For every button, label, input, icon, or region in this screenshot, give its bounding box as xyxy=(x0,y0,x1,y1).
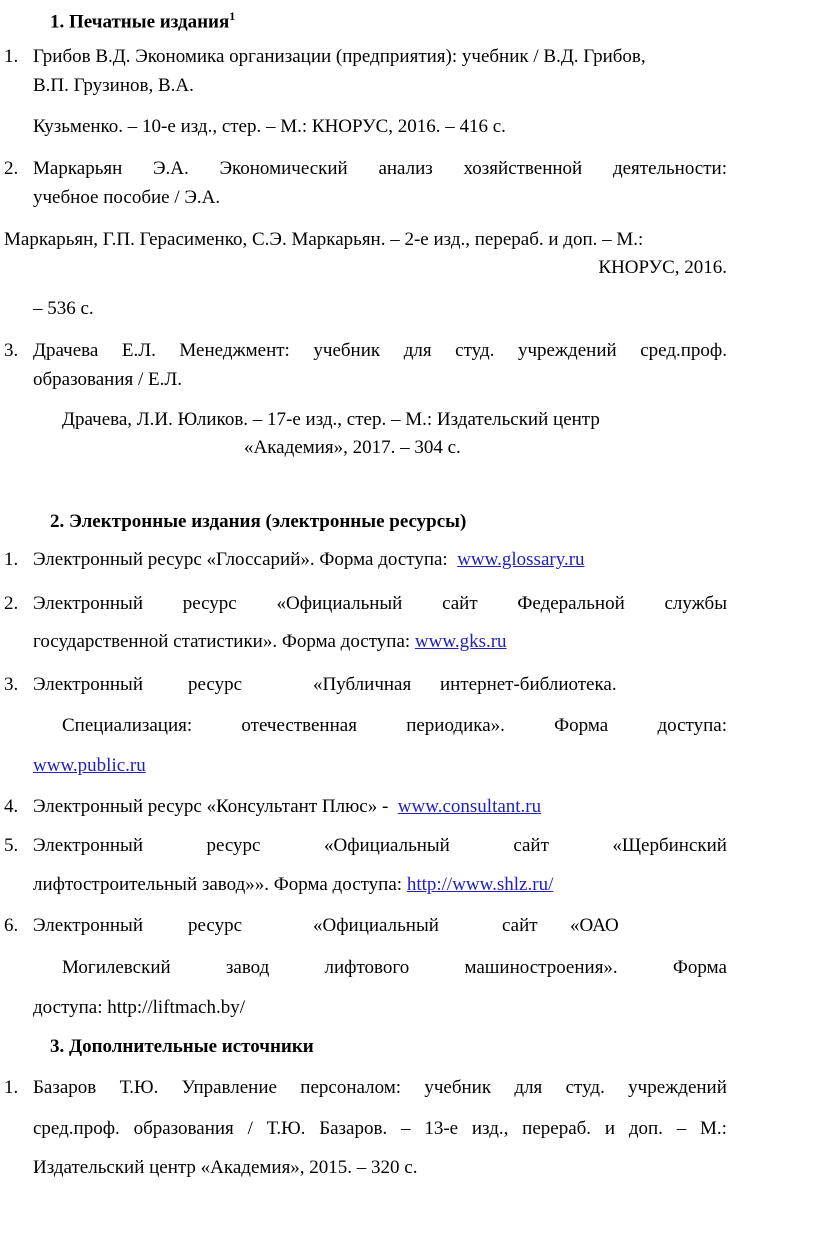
resource-text: лифтостроительный завод»». Форма доступа: xyxy=(33,874,403,895)
word: для xyxy=(514,1077,543,1098)
word: Т.Ю. xyxy=(119,1077,159,1098)
word: Могилевский xyxy=(62,957,171,978)
reference-line: образования / Е.Л. xyxy=(33,369,182,390)
reference-line: Издательский центр «Академия», 2015. – 320 с. xyxy=(33,1157,418,1178)
resource-line-justified xyxy=(33,834,727,858)
reference-line: Маркарьян, Г.П. Герасименко, С.Э. Маркарьян. – 2-е изд., перераб. и доп. – М.: xyxy=(4,229,644,250)
word: Менеджмент: xyxy=(179,340,290,361)
word: Федеральной xyxy=(517,593,625,614)
word: для xyxy=(403,340,432,361)
word: сайт xyxy=(513,835,549,856)
footnote-mark: 1 xyxy=(229,9,236,23)
word: доп. xyxy=(628,1118,663,1139)
word: Базаров. xyxy=(319,1118,388,1139)
item-number: 3. xyxy=(4,340,19,361)
word: Т.Ю. xyxy=(266,1118,306,1139)
word: Специализация: xyxy=(62,715,193,736)
word: «Щербинский xyxy=(612,835,727,856)
reference-line: Грибов В.Д. Экономика организации (предприятия): учебник / В.Д. Грибов, xyxy=(33,46,646,67)
item-number: 6. xyxy=(4,915,19,936)
resource-line xyxy=(33,754,146,778)
word: 13-е xyxy=(424,1118,459,1139)
item-number: 2. xyxy=(4,593,19,614)
word: Управление xyxy=(181,1077,277,1098)
word: сред.проф. xyxy=(640,340,727,361)
word: Экономический xyxy=(219,158,348,179)
reference-line-justified xyxy=(33,1076,727,1100)
word: ресурс xyxy=(182,593,237,614)
reference-line: Кузьменко. – 10-е изд., стер. – М.: КНОРУС, 2016. – 416 с. xyxy=(33,116,506,137)
word: доступа: xyxy=(657,715,727,736)
resource-link[interactable]: www.public.ru xyxy=(33,755,146,776)
word: / xyxy=(247,1118,253,1139)
section-heading-printed xyxy=(50,4,235,34)
word: Электронный xyxy=(33,915,143,936)
word: «Официальный xyxy=(276,593,403,614)
resource-line: доступа: http://liftmach.by/ xyxy=(33,997,245,1018)
word: студ. xyxy=(565,1077,605,1098)
reference-line: КНОРУС, 2016. xyxy=(598,257,727,278)
word: Драчева xyxy=(33,340,99,361)
word: сайт xyxy=(502,915,538,936)
word: Электронный xyxy=(33,593,143,614)
word: «Публичная xyxy=(313,674,412,695)
section-heading-electronic: 2. Электронные издания (электронные ресурсы) xyxy=(50,511,467,532)
word: лифтового xyxy=(324,957,410,978)
word: перераб. xyxy=(522,1118,592,1139)
word: студ. xyxy=(455,340,495,361)
word: Базаров xyxy=(33,1077,97,1098)
word: учреждений xyxy=(517,340,617,361)
word: периодика». xyxy=(406,715,505,736)
resource-line xyxy=(33,873,553,897)
reference-line: учебное пособие / Э.А. xyxy=(33,187,221,208)
resource-text: государственной статистики». Форма доступа: xyxy=(33,631,411,652)
word: учебник xyxy=(313,340,381,361)
word: завод xyxy=(225,957,270,978)
word: М.: xyxy=(700,1118,727,1139)
word: «Официальный xyxy=(313,915,439,936)
word: «Официальный xyxy=(323,835,450,856)
word: Маркарьян xyxy=(33,158,123,179)
resource-link[interactable]: www.glossary.ru xyxy=(457,549,585,570)
word: – xyxy=(676,1118,687,1139)
word: учреждений xyxy=(628,1077,727,1098)
resource-line-justified xyxy=(62,714,727,738)
resource-line-justified xyxy=(33,592,727,616)
word: службы xyxy=(664,593,727,614)
word: изд., xyxy=(471,1118,509,1139)
reference-line-justified xyxy=(33,1117,727,1141)
item-number: 5. xyxy=(4,835,19,856)
reference-line: В.П. Грузинов, В.А. xyxy=(33,75,194,96)
word: интернет-библиотека. xyxy=(440,674,617,695)
resource-line xyxy=(33,630,507,654)
word: хозяйственной xyxy=(463,158,583,179)
item-number: 1. xyxy=(4,46,19,67)
word: Е.Л. xyxy=(121,340,156,361)
reference-line: – 536 с. xyxy=(33,298,94,319)
item-number: 2. xyxy=(4,158,19,179)
word: ресурс xyxy=(206,835,261,856)
word: ресурс xyxy=(188,915,243,936)
item-number: 3. xyxy=(4,674,19,695)
resource-link[interactable]: www.consultant.ru xyxy=(397,796,542,817)
resource-link[interactable]: http://www.shlz.ru/ xyxy=(406,874,554,895)
item-number: 4. xyxy=(4,796,19,817)
word: сред.проф. xyxy=(33,1118,120,1139)
resource-text: Электронный ресурс «Консультант Плюс» - xyxy=(33,796,389,817)
word: – xyxy=(401,1118,411,1139)
heading-text: 1. Печатные издания xyxy=(50,11,230,33)
word: «ОАО xyxy=(570,915,619,936)
word: сайт xyxy=(442,593,478,614)
word: образования xyxy=(133,1118,234,1139)
reference-line-justified xyxy=(33,339,727,363)
word: анализ xyxy=(378,158,433,179)
word: Форма xyxy=(672,957,727,978)
word: Форма xyxy=(554,715,609,736)
resource-line-justified xyxy=(62,956,727,980)
reference-line: «Академия», 2017. – 304 с. xyxy=(244,437,461,458)
resource-line xyxy=(33,795,541,819)
word: отечественная xyxy=(241,715,357,736)
word: персоналом: xyxy=(300,1077,402,1098)
reference-line-justified xyxy=(33,157,727,181)
word: учебник xyxy=(424,1077,492,1098)
word: ресурс xyxy=(188,674,243,695)
section-heading-additional: 3. Дополнительные источники xyxy=(50,1036,314,1057)
item-number: 1. xyxy=(4,1077,19,1098)
word: Электронный xyxy=(33,674,143,695)
word: Э.А. xyxy=(152,158,189,179)
resource-line xyxy=(33,548,585,572)
word: машиностроения». xyxy=(464,957,618,978)
word: деятельности: xyxy=(612,158,727,179)
word: и xyxy=(604,1118,616,1139)
reference-line: Драчева, Л.И. Юликов. – 17-е изд., стер. – М.: Издательский центр xyxy=(62,409,600,430)
item-number: 1. xyxy=(4,549,19,570)
word: Электронный xyxy=(33,835,143,856)
resource-text: Электронный ресурс «Глоссарий». Форма доступа: xyxy=(33,549,448,570)
resource-link[interactable]: www.gks.ru xyxy=(414,631,507,652)
